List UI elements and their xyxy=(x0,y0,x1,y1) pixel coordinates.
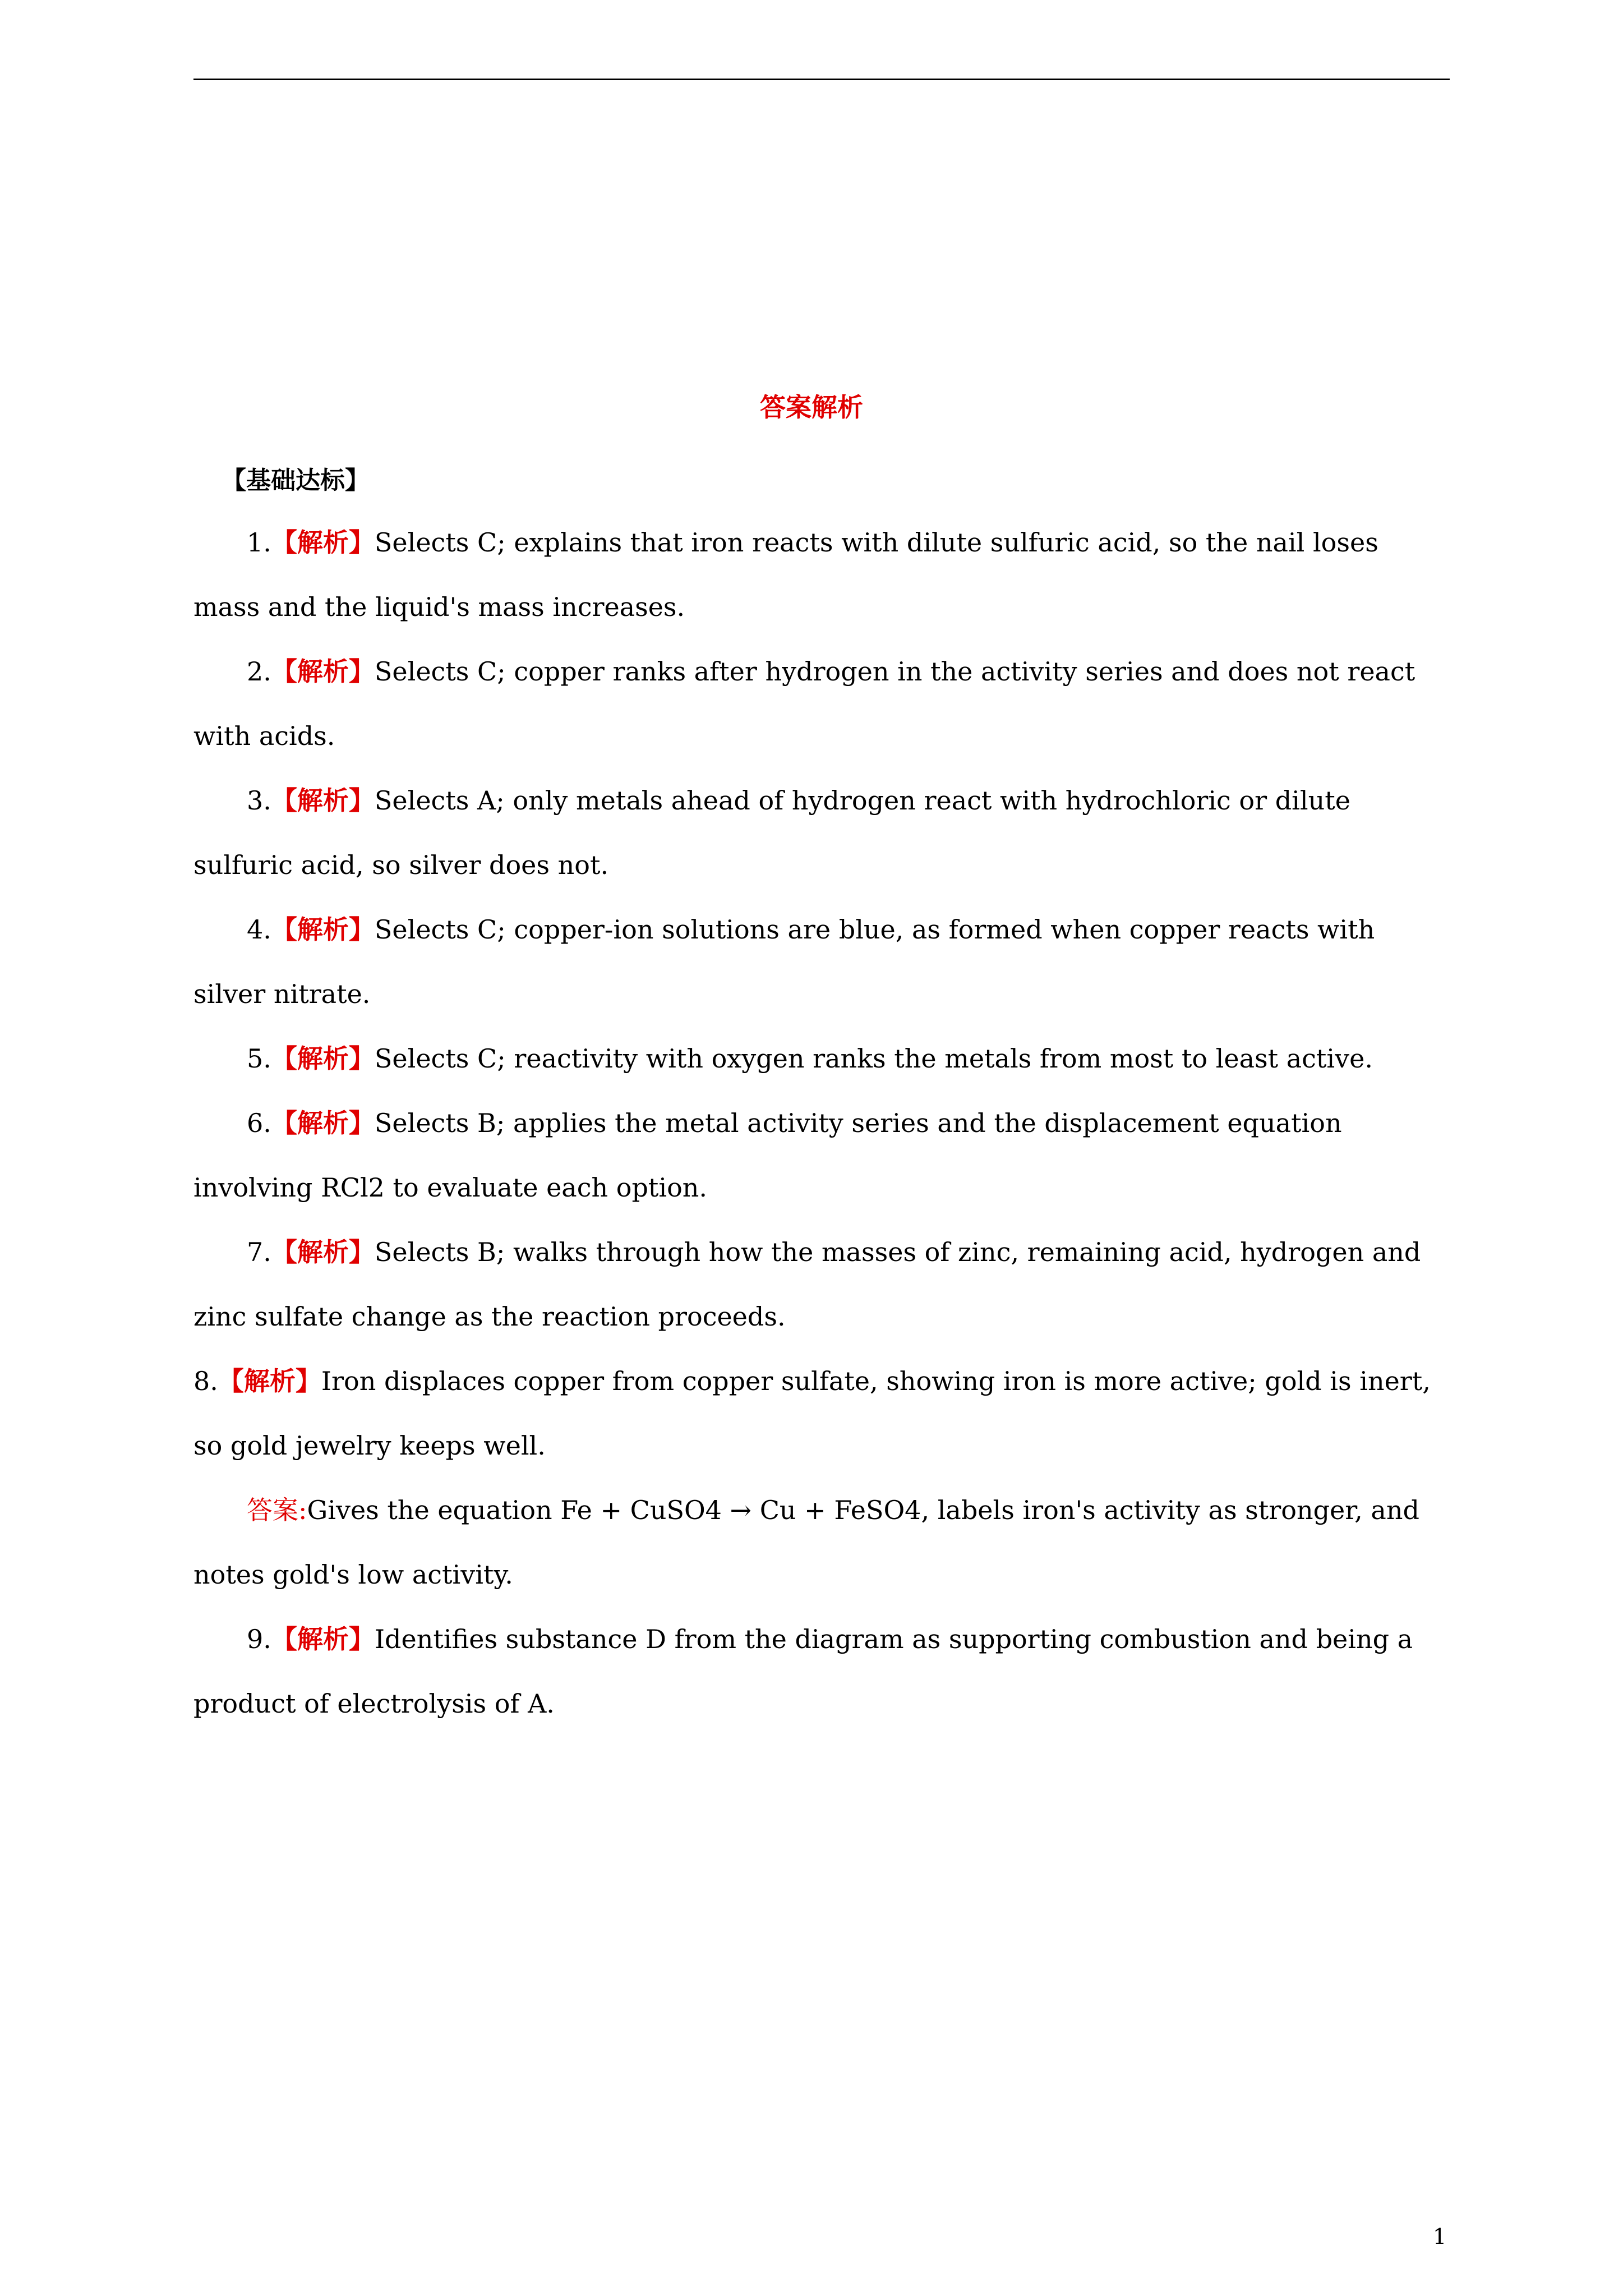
item-number: 5. xyxy=(247,1043,271,1074)
header-rule xyxy=(193,79,1450,80)
answer-body xyxy=(193,510,1450,1736)
item-number: 4. xyxy=(247,914,271,945)
analysis-tag: 【解析】 xyxy=(271,656,375,687)
list-item xyxy=(193,1027,1450,1091)
answer-summary: Gives the equation Fe + CuSO4 → Cu + FeSO4, labels iron's activity as stronger, and notes gold's low activity. xyxy=(193,1495,1419,1590)
item-number: 6. xyxy=(247,1108,271,1138)
analysis-tag: 【解析】 xyxy=(218,1366,321,1396)
item-summary: Selects C; explains that iron reacts with dilute sulfuric acid, so the nail loses mass and the liquid's mass increases. xyxy=(193,527,1378,622)
item-summary: Identifies substance D from the diagram as supporting combustion and being a product of electrolysis of A. xyxy=(193,1624,1413,1719)
analysis-tag: 【解析】 xyxy=(271,1043,375,1074)
item-number: 7. xyxy=(247,1237,271,1267)
list-item xyxy=(193,1607,1450,1736)
item-number: 8. xyxy=(193,1366,218,1396)
answer-line xyxy=(193,1478,1450,1607)
list-item xyxy=(193,639,1450,769)
item-number: 3. xyxy=(247,785,271,816)
list-item xyxy=(193,898,1450,1027)
item-summary: Selects B; walks through how the masses of zinc, remaining acid, hydrogen and zinc sulfate change as the reaction proceeds. xyxy=(193,1237,1421,1332)
page-number: 1 xyxy=(1433,2224,1447,2249)
analysis-tag: 【解析】 xyxy=(271,914,375,945)
list-item xyxy=(193,1349,1450,1478)
item-summary: Selects A; only metals ahead of hydrogen react with hydrochloric or dilute sulfuric acid, so silver does not. xyxy=(193,785,1350,880)
item-number: 1. xyxy=(247,527,271,558)
analysis-tag: 【解析】 xyxy=(271,1108,375,1138)
list-item xyxy=(193,769,1450,898)
analysis-tag: 【解析】 xyxy=(271,1237,375,1267)
answer-label: 答案: xyxy=(247,1495,307,1525)
list-item xyxy=(193,510,1450,639)
analysis-tag: 【解析】 xyxy=(271,785,375,816)
item-summary: Selects C; copper-ion solutions are blue, as formed when copper reacts with silver nitrate. xyxy=(193,914,1375,1009)
item-summary: Selects C; reactivity with oxygen ranks the metals from most to least active. xyxy=(374,1043,1373,1074)
item-summary: Selects B; applies the metal activity series and the displacement equation involving RCl2 to evaluate each option. xyxy=(193,1108,1342,1203)
item-summary: Selects C; copper ranks after hydrogen in the activity series and does not react with acids. xyxy=(193,656,1415,751)
analysis-tag: 【解析】 xyxy=(271,1624,375,1654)
analysis-tag: 【解析】 xyxy=(271,527,375,558)
item-number: 9. xyxy=(247,1624,271,1654)
item-number: 2. xyxy=(247,656,271,687)
section-heading: 【基础达标】 xyxy=(222,466,370,495)
list-item xyxy=(193,1091,1450,1220)
item-summary: Iron displaces copper from copper sulfate, showing iron is more active; gold is inert, so gold jewelry keeps well. xyxy=(193,1366,1431,1461)
page-title: 答案解析 xyxy=(760,392,863,422)
list-item xyxy=(193,1220,1450,1349)
